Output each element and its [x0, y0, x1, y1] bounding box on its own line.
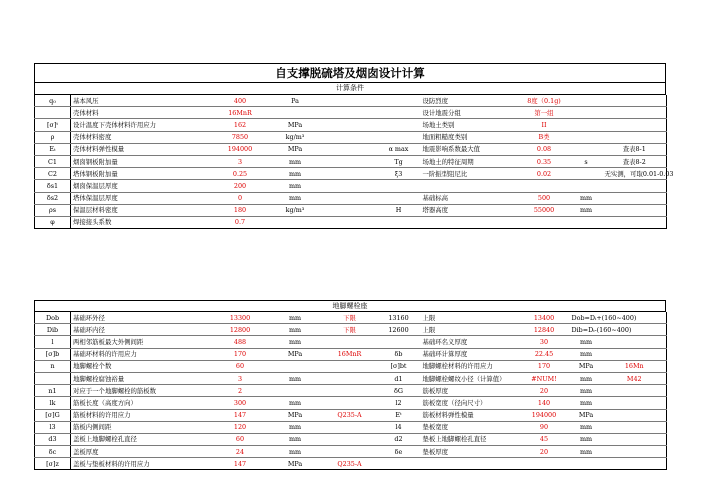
- table-cell: H: [377, 204, 421, 216]
- table-cell: 2: [213, 385, 268, 397]
- table-cell: 162: [213, 119, 268, 131]
- table-cell: [323, 119, 377, 131]
- table-cell: [603, 216, 667, 228]
- table-cell: [603, 107, 667, 119]
- table-cell: MPa: [268, 458, 323, 470]
- table-cell: Pa: [268, 95, 323, 107]
- table-cell: δe: [377, 446, 421, 458]
- table-row: [35, 119, 667, 131]
- table-row: [35, 409, 667, 421]
- table-cell: II: [519, 119, 570, 131]
- table-cell: 盖板与垫板材料的许用应力: [71, 458, 213, 470]
- table-cell: lk: [35, 397, 71, 409]
- table-cell: Dob=Dᵢ+(160~400): [570, 312, 603, 324]
- table-cell: l3: [35, 421, 71, 433]
- table-cell: mm: [268, 372, 323, 384]
- table-cell: [323, 421, 377, 433]
- table-cell: 488: [213, 336, 268, 348]
- table-row: [35, 168, 667, 180]
- table-cell: Dib: [35, 324, 71, 336]
- table-cell: 无实测，可取0.01-0.03: [603, 168, 667, 180]
- table-cell: 12800: [213, 324, 268, 336]
- table-cell: 盖板厚度: [71, 446, 213, 458]
- table-cell: [377, 131, 421, 143]
- table-cell: mm: [570, 433, 603, 445]
- table-cell: l: [35, 336, 71, 348]
- table-cell: [570, 107, 603, 119]
- table-cell: 基本风压: [71, 95, 213, 107]
- table-cell: 场地土类别: [421, 119, 519, 131]
- table-cell: 0.02: [519, 168, 570, 180]
- table-cell: d1: [377, 372, 421, 384]
- table-cell: 焊接接头系数: [71, 216, 213, 228]
- table-cell: 20: [519, 385, 570, 397]
- table-row: [35, 180, 667, 192]
- table-cell: 180: [213, 204, 268, 216]
- table-cell: [323, 155, 377, 167]
- table-cell: 查表8-2: [603, 155, 667, 167]
- table-cell: [323, 180, 377, 192]
- table-cell: 设防烈度: [421, 95, 519, 107]
- table-cell: mm: [570, 421, 603, 433]
- table-cell: 基础环材料的许用应力: [71, 348, 213, 360]
- table-cell: 0.08: [519, 143, 570, 155]
- table-cell: M42: [603, 372, 667, 384]
- table-row: [35, 95, 667, 107]
- table-cell: [377, 180, 421, 192]
- table-row: [35, 360, 667, 372]
- table-cell: 基础环外径: [71, 312, 213, 324]
- table-cell: 8度（0.1g): [519, 95, 570, 107]
- table-cell: mm: [268, 446, 323, 458]
- table-cell: [603, 458, 667, 470]
- table-cell: mm: [570, 336, 603, 348]
- table-cell: [603, 348, 667, 360]
- table-cell: Eᵗ: [377, 409, 421, 421]
- table-cell: mm: [570, 385, 603, 397]
- table-cell: [570, 216, 603, 228]
- table-cell: 两相邻筋板最大外侧间距: [71, 336, 213, 348]
- table-cell: 筋板内侧间距: [71, 421, 213, 433]
- table-row: [35, 372, 667, 384]
- table-cell: 147: [213, 458, 268, 470]
- table-cell: 22.45: [519, 348, 570, 360]
- table-cell: [323, 95, 377, 107]
- table-cell: 55000: [519, 204, 570, 216]
- table-cell: 筋板材料的许用应力: [71, 409, 213, 421]
- table-cell: 一阶振型阻尼比: [421, 168, 519, 180]
- table-cell: [570, 143, 603, 155]
- table-cell: [377, 107, 421, 119]
- table-cell: 170: [519, 360, 570, 372]
- table-cell: 基础环名义厚度: [421, 336, 519, 348]
- table-cell: 上限: [421, 324, 519, 336]
- table-cell: [323, 433, 377, 445]
- table-cell: mm: [570, 446, 603, 458]
- table-cell: 500: [519, 192, 570, 204]
- table-cell: [377, 95, 421, 107]
- table-cell: [323, 107, 377, 119]
- table-cell: [268, 216, 323, 228]
- table-cell: 0.25: [213, 168, 268, 180]
- table-cell: [421, 216, 519, 228]
- table-row: [35, 397, 667, 409]
- table-cell: 设计温度下壳体材料许用应力: [71, 119, 213, 131]
- table-cell: φ: [35, 216, 71, 228]
- table-cell: [603, 192, 667, 204]
- table-cell: B类: [519, 131, 570, 143]
- table-cell: d2: [377, 433, 421, 445]
- table-cell: 地面粗糙度类别: [421, 131, 519, 143]
- table-cell: [σ]z: [35, 458, 71, 470]
- table-cell: [519, 458, 570, 470]
- table-row: [35, 216, 667, 228]
- table-cell: ρ: [35, 131, 71, 143]
- table-cell: Tg: [377, 155, 421, 167]
- table-cell: 16Mn: [603, 360, 667, 372]
- table-cell: [323, 168, 377, 180]
- table-cell: [603, 95, 667, 107]
- table-cell: MPa: [570, 409, 603, 421]
- table-cell: mm: [268, 168, 323, 180]
- table-cell: 20: [519, 446, 570, 458]
- table-cell: 16MnR: [213, 107, 268, 119]
- table-cell: 200: [213, 180, 268, 192]
- table-row: [35, 324, 667, 336]
- table-cell: Dib=Dᵢ-(160~400): [570, 324, 603, 336]
- table-cell: [570, 119, 603, 131]
- table-row: [35, 312, 667, 324]
- table-cell: 90: [519, 421, 570, 433]
- table-cell: δb: [377, 348, 421, 360]
- table-cell: [519, 216, 570, 228]
- table-cell: 194000: [519, 409, 570, 421]
- table-cell: n1: [35, 385, 71, 397]
- table-cell: Dob: [35, 312, 71, 324]
- table-cell: [421, 458, 519, 470]
- table-row: [35, 421, 667, 433]
- table-cell: [570, 168, 603, 180]
- table-cell: [603, 336, 667, 348]
- table-row: [35, 348, 667, 360]
- table-cell: Q235-A: [323, 409, 377, 421]
- table-cell: [603, 433, 667, 445]
- table-row: [35, 131, 667, 143]
- table-cell: 烟囱钢板附加量: [71, 155, 213, 167]
- table-cell: mm: [268, 433, 323, 445]
- table-cell: 保温层材料密度: [71, 204, 213, 216]
- section-conditions-header: 计算条件: [34, 83, 666, 95]
- table-cell: [35, 107, 71, 119]
- table-cell: 筋板厚度: [421, 385, 519, 397]
- table-cell: [603, 119, 667, 131]
- table-cell: MPa: [268, 409, 323, 421]
- table-cell: 盖板上地脚螺栓孔直径: [71, 433, 213, 445]
- table-cell: mm: [570, 372, 603, 384]
- table-cell: [323, 192, 377, 204]
- table-cell: 筋板长度（高度方向）: [71, 397, 213, 409]
- sheet-title: 自支撑脱硫塔及烟囱设计计算: [34, 63, 666, 83]
- table-cell: 147: [213, 409, 268, 421]
- table-row: [35, 433, 667, 445]
- table-cell: #NUM!: [519, 372, 570, 384]
- table-cell: Q235-A: [323, 458, 377, 470]
- table-cell: 垫板宽度: [421, 421, 519, 433]
- table-cell: 下限: [323, 312, 377, 324]
- table-cell: 30: [519, 336, 570, 348]
- section-anchor-header: 地脚螺栓座: [34, 300, 666, 312]
- table-cell: mm: [268, 192, 323, 204]
- table-cell: [603, 446, 667, 458]
- table-cell: 对应于一个地脚螺栓的筋板数: [71, 385, 213, 397]
- table-cell: [323, 397, 377, 409]
- table-row: [35, 192, 667, 204]
- table-cell: [σ]ᵗ: [35, 119, 71, 131]
- table-cell: ρs: [35, 204, 71, 216]
- table-row: [35, 204, 667, 216]
- table-cell: [603, 409, 667, 421]
- table-cell: mm: [570, 192, 603, 204]
- table-cell: mm: [570, 348, 603, 360]
- table-cell: [323, 131, 377, 143]
- table-cell: 基础标高: [421, 192, 519, 204]
- table-cell: 地脚螺栓个数: [71, 360, 213, 372]
- table-cell: mm: [570, 204, 603, 216]
- table-cell: MPa: [268, 143, 323, 155]
- table-cell: [570, 131, 603, 143]
- table-cell: 第一组: [519, 107, 570, 119]
- table-cell: s: [570, 155, 603, 167]
- table-cell: 60: [213, 360, 268, 372]
- table-cell: 下限: [323, 324, 377, 336]
- table-cell: [603, 204, 667, 216]
- table-cell: 300: [213, 397, 268, 409]
- table-cell: [268, 385, 323, 397]
- table-cell: l2: [377, 397, 421, 409]
- table-row: [35, 155, 667, 167]
- table-cell: 塔体保温层厚度: [71, 192, 213, 204]
- table-cell: 12840: [519, 324, 570, 336]
- table-cell: [323, 360, 377, 372]
- table-cell: l4: [377, 421, 421, 433]
- table-cell: 筋板材料弹性模量: [421, 409, 519, 421]
- table-cell: mm: [268, 324, 323, 336]
- table-cell: [σ]G: [35, 409, 71, 421]
- table-cell: 壳体材料密度: [71, 131, 213, 143]
- calculation-sheet: [34, 63, 674, 468]
- table-cell: mm: [268, 421, 323, 433]
- table-row: [35, 385, 667, 397]
- table-cell: [323, 204, 377, 216]
- table-row: [35, 446, 667, 458]
- table-cell: α max: [377, 143, 421, 155]
- table-cell: 60: [213, 433, 268, 445]
- table-cell: mm: [268, 312, 323, 324]
- table-cell: [268, 107, 323, 119]
- table-cell: [421, 180, 519, 192]
- table-cell: mm: [268, 336, 323, 348]
- conditions-table: [34, 95, 674, 229]
- table-row: [35, 336, 667, 348]
- table-cell: 上限: [421, 312, 519, 324]
- table-cell: 3: [213, 155, 268, 167]
- table-cell: [σ]bt: [377, 360, 421, 372]
- table-cell: ξ3: [377, 168, 421, 180]
- table-cell: 13400: [519, 312, 570, 324]
- table-cell: mm: [570, 397, 603, 409]
- table-cell: C1: [35, 155, 71, 167]
- table-cell: mm: [268, 155, 323, 167]
- table-cell: [377, 336, 421, 348]
- table-cell: [377, 119, 421, 131]
- table-cell: [35, 372, 71, 384]
- table-cell: [323, 385, 377, 397]
- table-cell: n: [35, 360, 71, 372]
- table-cell: [603, 180, 667, 192]
- table-cell: δG: [377, 385, 421, 397]
- table-cell: kg/m³: [268, 131, 323, 143]
- table-cell: [323, 372, 377, 384]
- table-cell: 基础环计算厚度: [421, 348, 519, 360]
- table-cell: 地脚螺栓螺纹小径（计算值）: [421, 372, 519, 384]
- table-cell: MPa: [268, 348, 323, 360]
- table-cell: 120: [213, 421, 268, 433]
- table-cell: 0.35: [519, 155, 570, 167]
- table-cell: 塔体钢板附加量: [71, 168, 213, 180]
- table-cell: 场地土的特征周期: [421, 155, 519, 167]
- table-cell: 13160: [377, 312, 421, 324]
- table-cell: 3: [213, 372, 268, 384]
- table-cell: 筋板宽度（径向尺寸）: [421, 397, 519, 409]
- table-cell: [323, 216, 377, 228]
- table-cell: [570, 95, 603, 107]
- table-cell: 设计地震分组: [421, 107, 519, 119]
- table-cell: 垫板厚度: [421, 446, 519, 458]
- table-cell: 壳体材料弹性模量: [71, 143, 213, 155]
- table-cell: 垫板上地脚螺栓孔直径: [421, 433, 519, 445]
- table-cell: 45: [519, 433, 570, 445]
- table-cell: 地脚螺栓腐蚀裕量: [71, 372, 213, 384]
- table-cell: 塔器高度: [421, 204, 519, 216]
- table-cell: [323, 143, 377, 155]
- table-cell: [603, 385, 667, 397]
- table-cell: [σ]b: [35, 348, 71, 360]
- table-cell: [268, 360, 323, 372]
- table-cell: 170: [213, 348, 268, 360]
- table-cell: kg/m³: [268, 204, 323, 216]
- table-cell: mm: [268, 397, 323, 409]
- table-cell: [570, 180, 603, 192]
- table-cell: q₀: [35, 95, 71, 107]
- table-cell: 400: [213, 95, 268, 107]
- table-cell: [603, 421, 667, 433]
- table-row: [35, 107, 667, 119]
- table-cell: 13300: [213, 312, 268, 324]
- anchor-bolt-table: [34, 312, 667, 470]
- table-cell: 0: [213, 192, 268, 204]
- table-cell: 0.7: [213, 216, 268, 228]
- table-cell: MPa: [268, 119, 323, 131]
- table-cell: 地脚螺栓材料的许用应力: [421, 360, 519, 372]
- table-cell: δc: [35, 446, 71, 458]
- table-cell: [519, 180, 570, 192]
- table-cell: 24: [213, 446, 268, 458]
- table-cell: [603, 131, 667, 143]
- table-cell: [603, 397, 667, 409]
- table-cell: d3: [35, 433, 71, 445]
- table-cell: 烟囱保温层厚度: [71, 180, 213, 192]
- table-row: [35, 143, 667, 155]
- table-row: [35, 458, 667, 470]
- table-cell: [377, 458, 421, 470]
- table-cell: C2: [35, 168, 71, 180]
- table-cell: Eₜ: [35, 143, 71, 155]
- table-cell: 壳体材料: [71, 107, 213, 119]
- table-cell: [377, 192, 421, 204]
- table-cell: 地震影响系数最大值: [421, 143, 519, 155]
- table-cell: 140: [519, 397, 570, 409]
- table-cell: [377, 216, 421, 228]
- table-cell: δs2: [35, 192, 71, 204]
- table-cell: 12600: [377, 324, 421, 336]
- table-cell: 7850: [213, 131, 268, 143]
- table-cell: 194000: [213, 143, 268, 155]
- table-cell: δs1: [35, 180, 71, 192]
- table-cell: mm: [268, 180, 323, 192]
- table-cell: 查表8-1: [603, 143, 667, 155]
- table-cell: [323, 336, 377, 348]
- table-cell: [323, 446, 377, 458]
- table-cell: 16MnR: [323, 348, 377, 360]
- table-cell: 基础环内径: [71, 324, 213, 336]
- table-cell: [570, 458, 603, 470]
- table-cell: MPa: [570, 360, 603, 372]
